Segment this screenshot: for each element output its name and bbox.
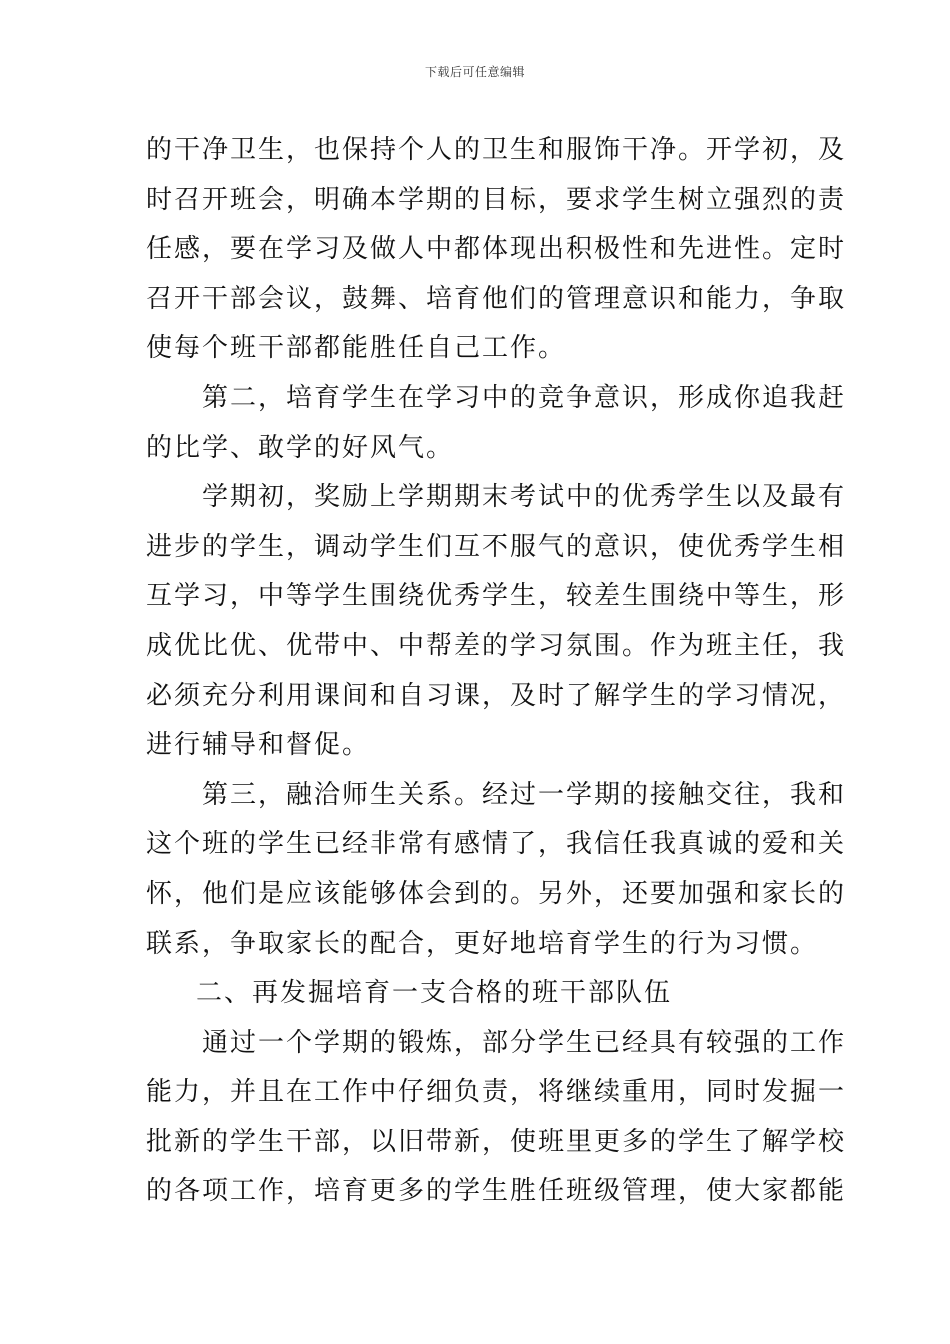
text-line: 进步的学生，调动学生们互不服气的意识，使优秀学生相 (146, 531, 847, 562)
paragraph-5 (146, 1019, 847, 1217)
text-line: 成优比优、优带中、中帮差的学习氛围。作为班主任，我 (146, 630, 847, 661)
text-line: 时召开班会，明确本学期的目标，要求学生树立强烈的责 (146, 184, 847, 215)
text-line: 使每个班干部都能胜任自己工作。 (146, 333, 567, 364)
text-line: 怀，他们是应该能够体会到的。另外，还要加强和家长的 (146, 878, 847, 909)
text-line: 学期初，奖励上学期期末考试中的优秀学生以及最有 (202, 482, 847, 513)
paragraph-3 (146, 473, 847, 771)
section-heading (146, 969, 808, 1019)
text-line: 召开干部会议，鼓舞、培育他们的管理意识和能力，争取 (146, 283, 847, 314)
section-heading-text: 二、再发掘培育一支合格的班干部队伍 (196, 978, 673, 1009)
text-line: 能力，并且在工作中仔细负责，将继续重用，同时发掘一 (146, 1077, 847, 1108)
text-line: 这个班的学生已经非常有感情了，我信任我真诚的爱和关 (146, 829, 847, 860)
text-line: 的干净卫生，也保持个人的卫生和服饰干净。开学初，及 (146, 135, 847, 165)
text-line: 互学习，中等学生围绕优秀学生，较差生围绕中等生，形 (146, 581, 847, 612)
text-line: 第三，融洽师生关系。经过一学期的接触交往，我和 (202, 779, 847, 810)
text-line: 进行辅导和督促。 (146, 730, 371, 761)
text-line: 的各项工作，培育更多的学生胜任班级管理，使大家都能 (146, 1176, 847, 1207)
text-line: 第二，培育学生在学习中的竞争意识，形成你追我赶 (202, 382, 847, 413)
body-text (146, 126, 847, 1217)
paragraph-4 (146, 771, 847, 969)
text-line: 联系，争取家长的配合，更好地培育学生的行为习惯。 (146, 928, 819, 959)
text-line: 通过一个学期的锻炼，部分学生已经具有较强的工作 (202, 1027, 847, 1058)
paragraph-1 (146, 126, 847, 374)
text-line: 的比学、敢学的好风气。 (146, 432, 455, 463)
paragraph-2 (146, 374, 847, 473)
page-header: 下载后可任意编辑 (424, 65, 525, 79)
text-line: 必须充分利用课间和自习课，及时了解学生的学习情况， (146, 680, 847, 711)
text-line: 任感，要在学习及做人中都体现出积极性和先进性。定时 (146, 234, 847, 265)
text-line: 批新的学生干部，以旧带新，使班里更多的学生了解学校 (146, 1126, 847, 1157)
